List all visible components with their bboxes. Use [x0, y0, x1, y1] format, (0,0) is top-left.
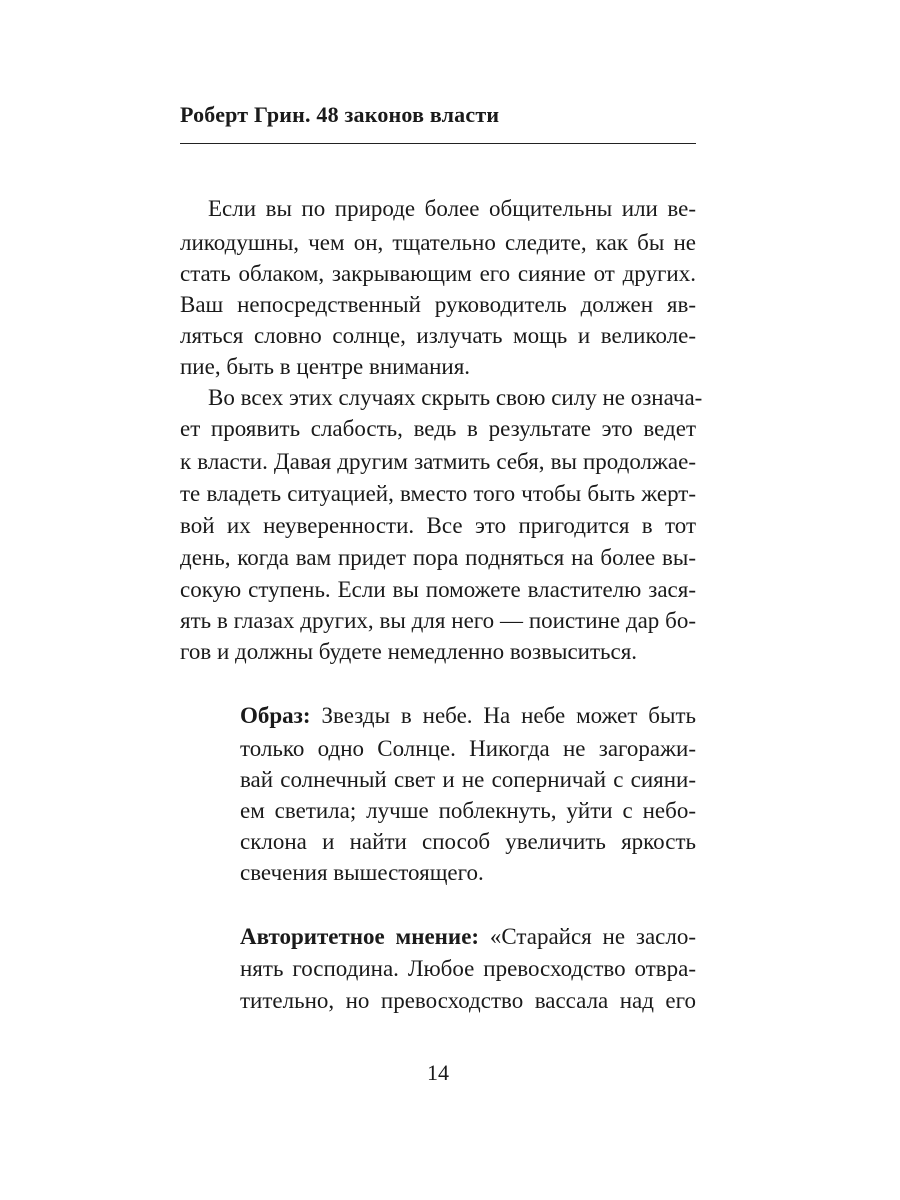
text-line: к власти. Давая другим затмить себя, вы продолжае- [180, 449, 696, 474]
text-line: только одно Солнце. Никогда не загоражи- [240, 736, 696, 761]
text-line: тительно, но превосходство вассала над его [240, 988, 696, 1013]
text-line: склона и найти способ увеличить яркость [240, 829, 696, 854]
image-block-first-line: Звезды в небе. На небе может быть [310, 703, 696, 728]
text-line: стать облаком, закрывающим его сияние от других. [180, 261, 696, 286]
text-line: пие, быть в центре внимания. [180, 354, 471, 379]
text-line [240, 924, 696, 950]
text-line: свечения вышестоящего. [240, 860, 484, 885]
running-header: Роберт Грин. 48 законов власти [180, 102, 500, 127]
text-line: сокую ступень. Если вы поможете властителю зася- [180, 577, 696, 602]
text-line: Если вы по природе более общительны или ве- [208, 196, 696, 221]
image-block-label: Образ: [240, 703, 311, 728]
header-rule [180, 143, 696, 144]
text-line: нять господина. Любое превосходство отвра- [240, 956, 696, 981]
text-line: Во всех этих случаях скрыть свою силу не означа- [208, 385, 703, 410]
text-line [240, 703, 696, 729]
text-line: день, когда вам придет пора подняться на более вы- [180, 545, 696, 570]
text-line: ликодушны, чем он, тщательно следите, как бы не [180, 230, 696, 255]
authority-block-label: Авторитетное мнение: [240, 924, 480, 949]
authority-block-first-line: «Старайся не засло- [479, 924, 696, 949]
text-line: ляться словно солнце, излучать мощь и великоле- [180, 323, 696, 348]
text-line: вай солнечный свет и не соперничай с сияни- [240, 767, 696, 792]
text-line: Ваш непосредственный руководитель должен яв- [180, 292, 696, 317]
text-line: ем светила; лучше поблекнуть, уйти с небо- [240, 798, 696, 823]
text-line: ет проявить слабость, ведь в результате это ведет [180, 416, 696, 441]
text-line: вой их неуверенности. Все это пригодится в тот [180, 513, 696, 538]
text-line: гов и должны будете немедленно возвыситься. [180, 639, 638, 664]
text-line: те владеть ситуацией, вместо того чтобы быть жерт- [180, 481, 696, 506]
page-number: 14 [427, 1060, 449, 1085]
text-line: ять в глазах других, вы для него — поистине дар бо- [180, 608, 696, 633]
